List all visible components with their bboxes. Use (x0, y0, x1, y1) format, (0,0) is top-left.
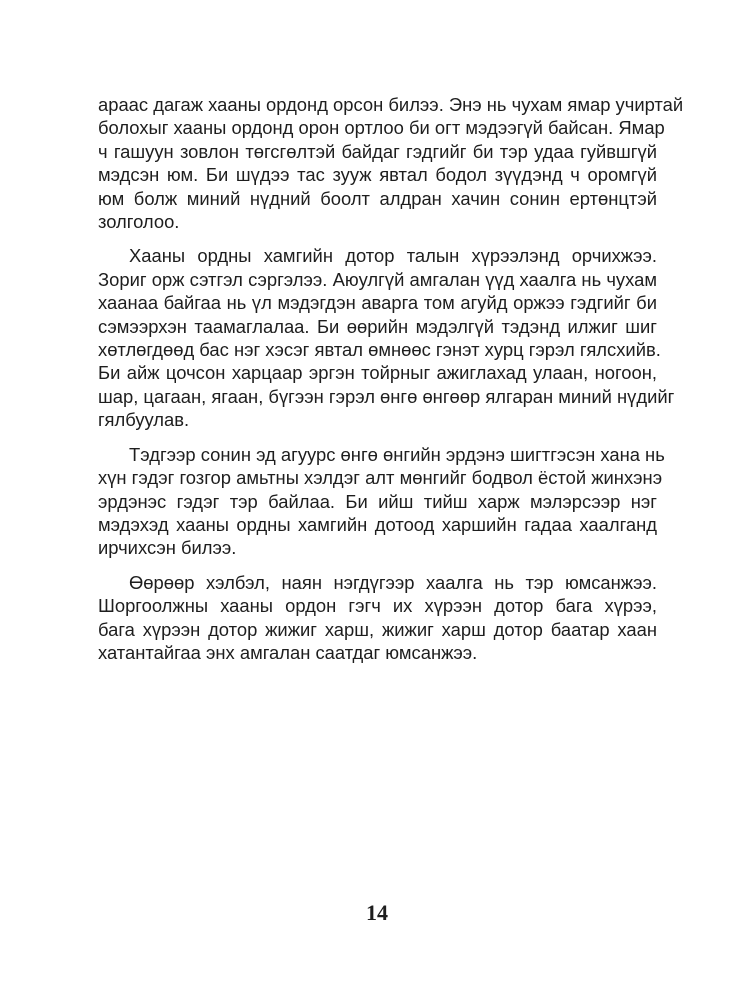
body-text (98, 93, 684, 675)
text-line: Би айж цочсон харцаар эргэн тойрныг ажиглахад улаан, ногоон, (98, 362, 657, 384)
page-number: 14 (366, 900, 388, 925)
text-line: хаанаа байгаа нь үл мэдэгдэн аварга том агуйд оржээ гэдгийг би (98, 292, 657, 314)
text-line: араас дагаж хааны ордонд орсон билээ. Энэ нь чухам ямар учиртай (98, 94, 684, 115)
text-line: хатантайгаа энх амгалан саатдаг юмсанжээ. (98, 641, 478, 663)
text-line: ч гашуун зовлон төгсгөлтэй байдаг гэдгийг би тэр удаа гуйвшгүй (98, 140, 657, 162)
text-line: Өөрөөр хэлбэл, наян нэгдүгээр хаалга нь тэр юмсанжээ. (129, 571, 657, 593)
text-line: сэмээрхэн таамаглалаа. Би өөрийн мэдэлгүй тэдэнд илжиг шиг (98, 315, 657, 337)
text-line: золголоо. (98, 211, 180, 233)
text-line: Шоргоолжны хааны ордон гэгч их хүрээн дотор бага хүрээ, (98, 595, 657, 617)
paragraph-4 (98, 571, 657, 665)
text-line: Хааны ордны хамгийн дотор талын хүрээлэнд орчихжээ. (129, 245, 657, 267)
text-line: ирчихсэн билээ. (98, 537, 237, 559)
text-line: мэдсэн юм. Би шүдээ тас зууж явтал бодол зүүдэнд ч оромгүй (98, 164, 657, 186)
text-line: Тэдгээр сонин эд агуурс өнгө өнгийн эрдэнэ шигтгэсэн хана нь (129, 443, 665, 465)
text-line: болохыг хааны ордонд орон ортлоо би огт мэдээгүй байсан. Ямар (98, 117, 665, 139)
paragraph-3 (98, 443, 665, 560)
text-line: шар, цагаан, ягаан, бүгээн гэрэл өнгө өнгөөр ялгаран миний нүдийг (98, 385, 675, 407)
paragraph-2 (98, 244, 675, 431)
paragraph-1 (98, 93, 684, 233)
text-line: хөтлөгдөөд бас нэг хэсэг явтал өмнөөс гэнэт хурц гэрэл гялсхийв. (98, 339, 661, 361)
text-line: юм болж миний нүдний боолт алдран хачин сонин ертөнцтэй (98, 187, 657, 209)
text-line: мэдэхэд хааны ордны хамгийн дотоод харшийн гадаа хаалганд (98, 513, 657, 535)
text-line: гялбуулав. (98, 409, 190, 431)
text-line: эрдэнэс гэдэг тэр байлаа. Би ийш тийш харж мэлэрсээр нэг (98, 490, 657, 512)
text-line: бага хүрээн дотор жижиг харш, жижиг харш дотор баатар хаан (98, 618, 657, 640)
text-line: хүн гэдэг гозгор амьтны хэлдэг алт мөнгийг бодвол ёстой жинхэнэ (98, 467, 663, 489)
text-line: Зориг орж сэтгэл сэргэлээ. Аюулгүй амгалан үүд хаалга нь чухам (98, 268, 657, 290)
